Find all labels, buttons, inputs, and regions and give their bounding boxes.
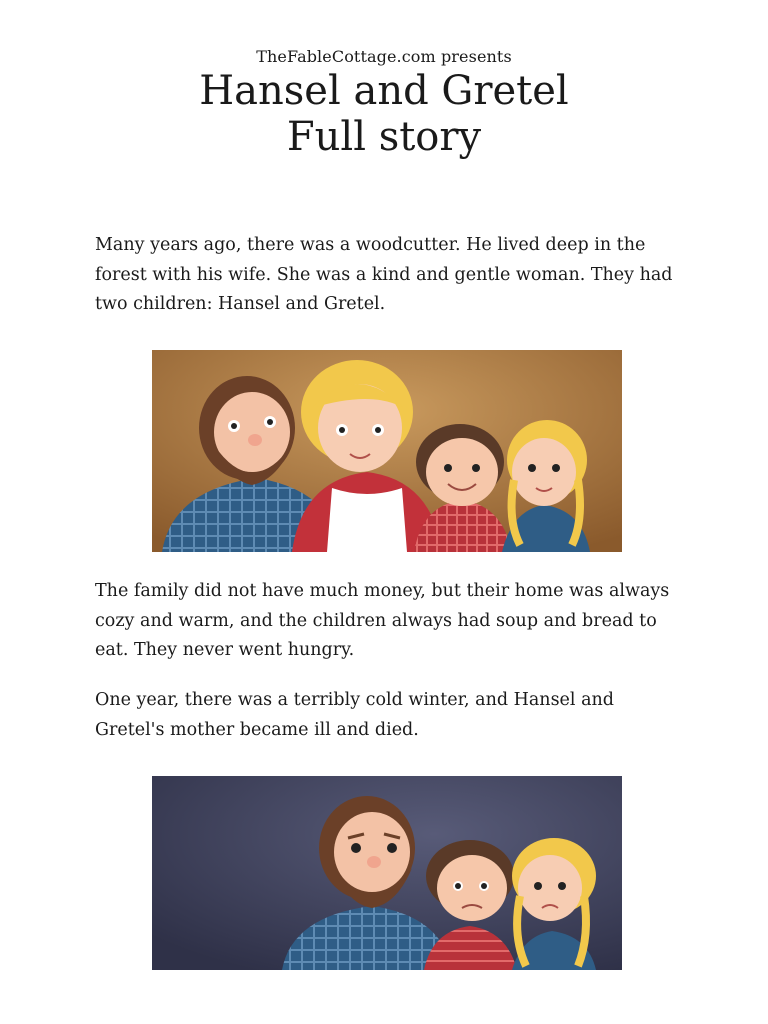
title-line-2: Full story bbox=[286, 114, 482, 160]
story-title bbox=[0, 68, 768, 160]
family-illustration bbox=[152, 350, 622, 552]
paragraph-1: Many years ago, there was a woodcutter. He lived deep in the forest with his wife. She was a kind and gentle woman. They had two children: Hansel and Gretel. bbox=[95, 235, 673, 314]
title-line-1: Hansel and Gretel bbox=[199, 68, 569, 114]
paragraph-2: The family did not have much money, but their home was always cozy and warm, and the children always had soup and bread to eat. They never went hungry. bbox=[95, 581, 670, 660]
paragraph-3: One year, there was a terribly cold winter, and Hansel and Gretel's mother became ill and died. bbox=[95, 690, 614, 740]
sad-family-illustration bbox=[152, 776, 622, 970]
presenter-line: TheFableCottage.com presents bbox=[256, 47, 512, 66]
